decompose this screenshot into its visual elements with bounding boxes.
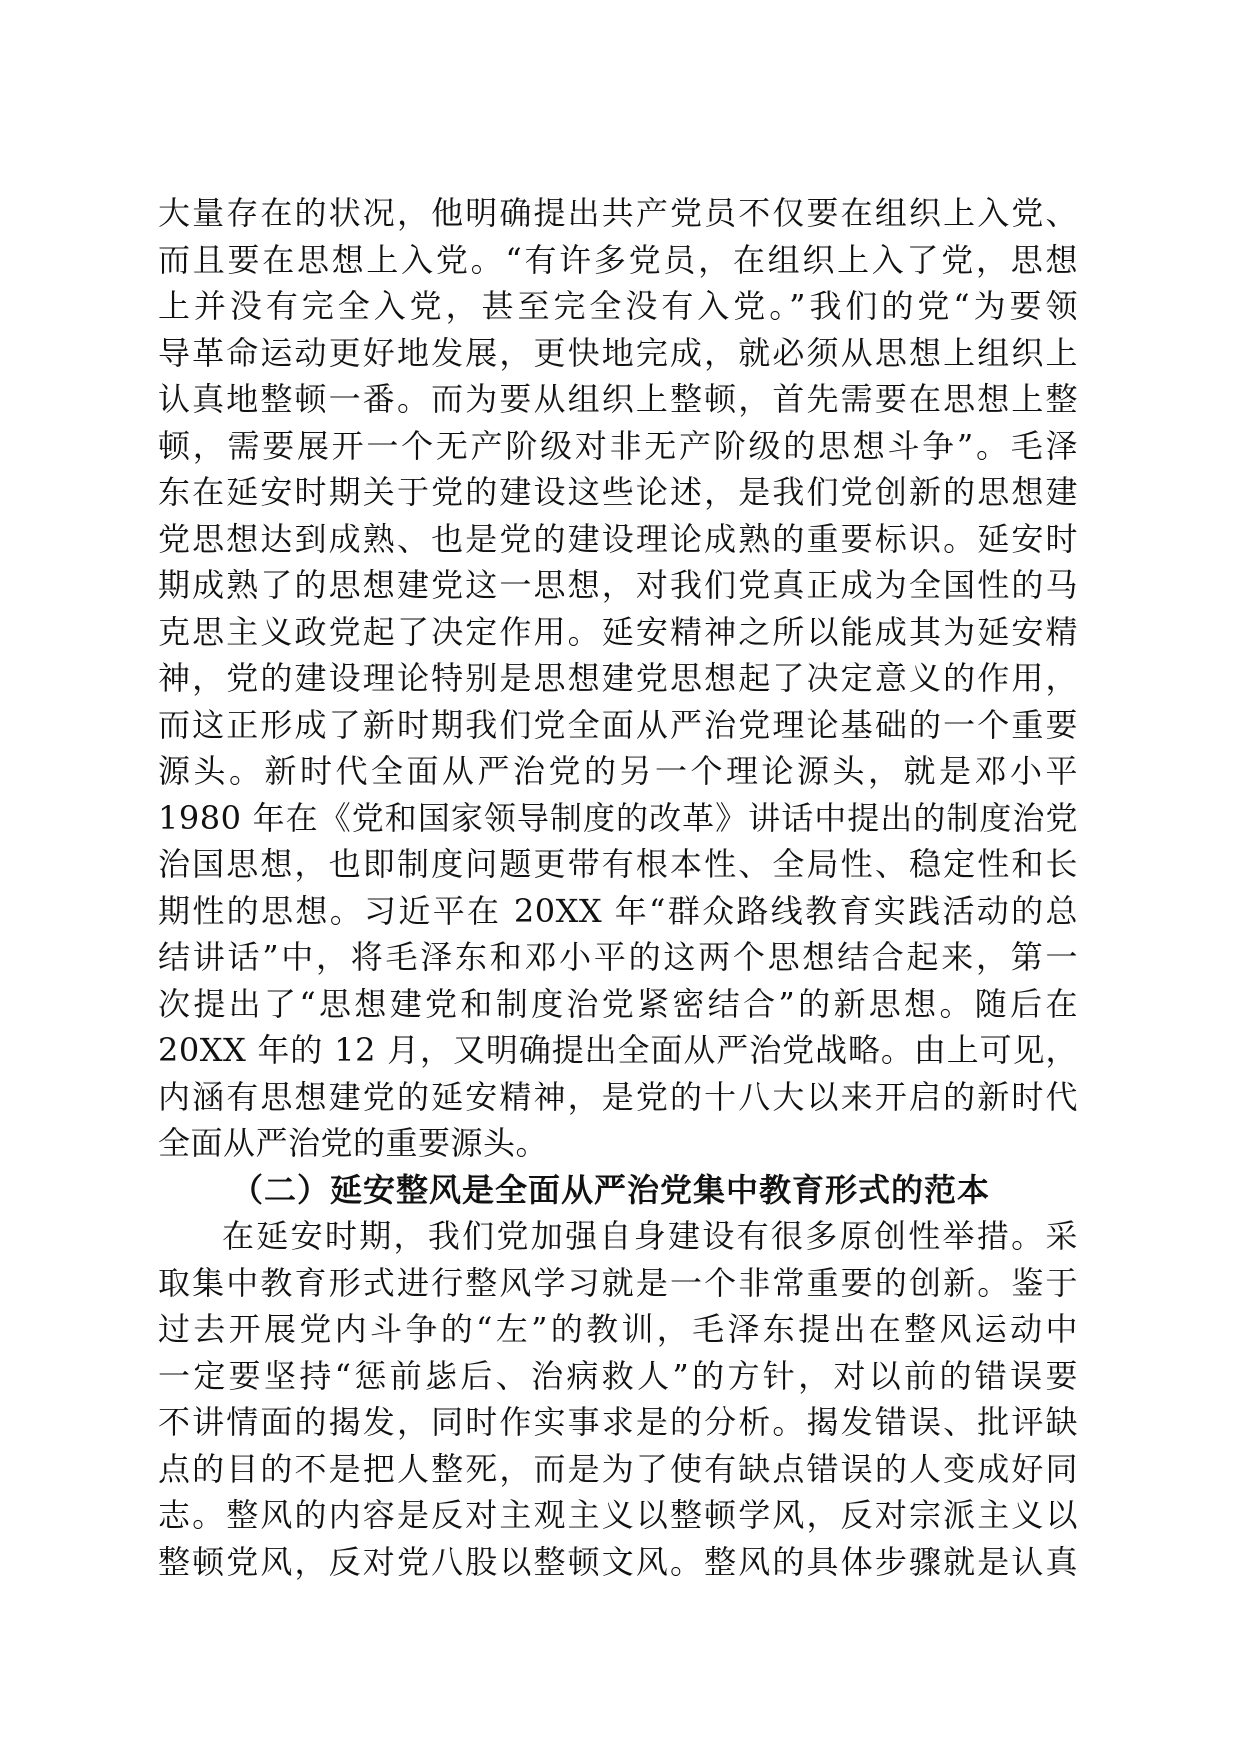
text-line: 克思主义政党起了决定作用。延安精神之所以能成其为延安精: [158, 612, 1078, 651]
text-line: 内涵有思想建党的延安精神，是党的十八大以来开启的新时代: [158, 1077, 1078, 1116]
text-line: 导革命运动更好地发展，更快地完成，就必须从思想上组织上: [158, 333, 1078, 372]
document-body: [158, 190, 1078, 1585]
section-heading: （二）延安整风是全面从严治党集中教育形式的范本: [231, 1170, 991, 1209]
text-line: 过去开展党内斗争的“左”的教训，毛泽东提出在整风运动中: [158, 1310, 1078, 1348]
text-line: 党思想达到成熟、也是党的建设理论成熟的重要标识。延安时: [158, 519, 1078, 558]
text-line: 而这正形成了新时期我们党全面从严治党理论基础的一个重要: [158, 705, 1078, 744]
text-line: 期成熟了的思想建党这一思想，对我们党真正成为全国性的马: [158, 566, 1078, 604]
text-line: 取集中教育形式进行整风学习就是一个非常重要的创新。鉴于: [158, 1263, 1078, 1302]
text-line: 顿，需要展开一个无产阶级对非无产阶级的思想斗争”。毛泽: [158, 426, 1078, 465]
text-line: 一定要坚持“惩前毖后、治病救人”的方针，对以前的错误要: [158, 1356, 1078, 1395]
text-line: 整顿党风，反对党八股以整顿文风。整风的具体步骤就是认真: [158, 1542, 1078, 1581]
text-line: 全面从严治党的重要源头。: [158, 1124, 549, 1162]
paragraph-2: [158, 1213, 1078, 1585]
text-line: 认真地整顿一番。而为要从组织上整顿，首先需要在思想上整: [158, 380, 1078, 418]
text-line: 20XX 年的 12 月，又明确提出全面从严治党战略。由上可见，: [158, 1031, 1078, 1069]
text-line: 治国思想，也即制度问题更带有根本性、全局性、稳定性和长: [158, 845, 1078, 883]
text-line: 次提出了“思想建党和制度治党紧密结合”的新思想。随后在: [158, 984, 1078, 1023]
text-line: 大量存在的状况，他明确提出共产党员不仅要在组织上入党、: [158, 194, 1078, 232]
text-line: 期性的思想。习近平在 20XX 年“群众路线教育实践活动的总: [158, 891, 1078, 930]
text-line: 志。整风的内容是反对主观主义以整顿学风，反对宗派主义以: [158, 1496, 1078, 1534]
text-line: 点的目的不是把人整死，而是为了使有缺点错误的人变成好同: [158, 1449, 1078, 1488]
text-line: 神，党的建设理论特别是思想建党思想起了决定意义的作用，: [158, 659, 1078, 697]
text-line: 结讲话”中，将毛泽东和邓小平的这两个思想结合起来，第一: [158, 938, 1078, 976]
text-line: 源头。新时代全面从严治党的另一个理论源头，就是邓小平: [158, 752, 1078, 790]
text-line: 不讲情面的揭发，同时作实事求是的分析。揭发错误、批评缺: [158, 1403, 1078, 1441]
text-line: 东在延安时期关于党的建设这些论述，是我们党创新的思想建: [158, 473, 1078, 511]
text-line: 上并没有完全入党，甚至完全没有入党。”我们的党“为要领: [158, 287, 1078, 325]
text-line: 在延安时期，我们党加强自身建设有很多原创性举措。采: [222, 1217, 1078, 1255]
text-line: 而且要在思想上入党。“有许多党员，在组织上入了党，思想: [158, 240, 1078, 279]
paragraph-1: [158, 190, 1078, 1167]
text-line: 1980 年在《党和国家领导制度的改革》讲话中提出的制度治党: [158, 798, 1078, 837]
